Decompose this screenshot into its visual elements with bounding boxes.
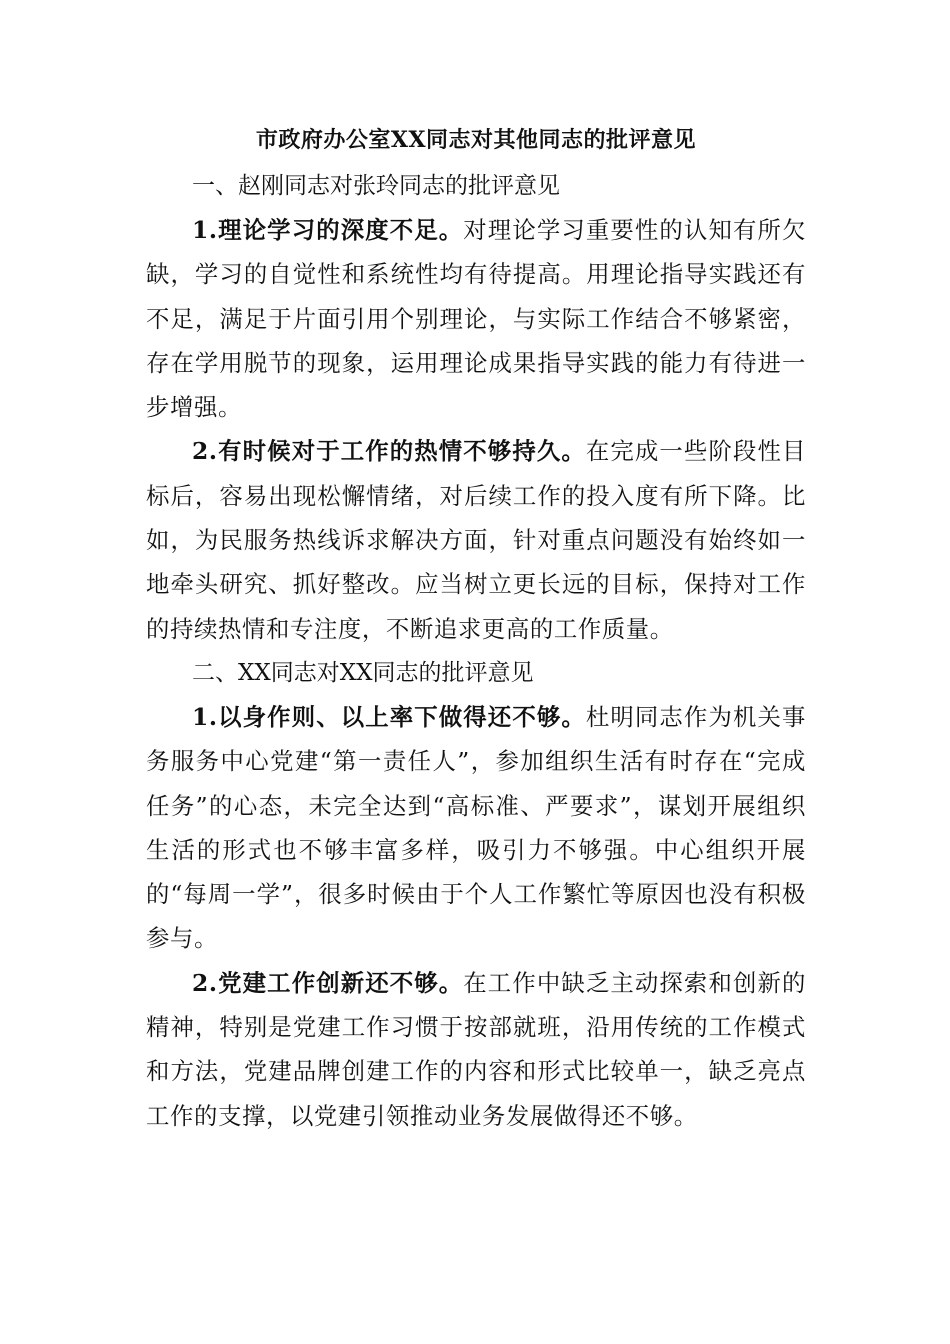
paragraph-text: 对理论学习重要性的认知有所欠缺，学习的自觉性和系统性均有待提高。用理论指导实践还有不足，满足于片面引用个别理论，与实际工作结合不够紧密，存在学用脱节的现象，运用理论成果指导实践的能力有待进一步增强。 — [146, 216, 806, 422]
paragraph-lead: 2.有时候对于工作的热情不够持久。 — [192, 437, 586, 466]
paragraph — [146, 695, 806, 961]
section-2 — [146, 651, 806, 1138]
paragraph — [146, 961, 806, 1138]
paragraph-text: 在完成一些阶段性目标后，容易出现松懈情绪，对后续工作的投入度有所下降。比如，为民服务热线诉求解决方面，针对重点问题没有始终如一地牵头研究、抓好整改。应当树立更长远的目标，保持对工作的持续热情和专注度，不断追求更高的工作质量。 — [146, 437, 806, 643]
paragraph-text: 在工作中缺乏主动探索和创新的精神，特别是党建工作习惯于按部就班，沿用传统的工作模式和方法，党建品牌创建工作的内容和形式比较单一，缺乏亮点工作的支撑，以党建引领推动业务发展做得还不够。 — [146, 968, 806, 1130]
document-page — [146, 118, 806, 1138]
paragraph-lead: 1.以身作则、以上率下做得还不够。 — [192, 702, 586, 731]
paragraph — [146, 208, 806, 429]
section-heading: 二、XX同志对XX同志的批评意见 — [192, 659, 534, 686]
section-heading: 一、赵刚同志对张玲同志的批评意见 — [192, 173, 560, 199]
document-title: 市政府办公室XX同志对其他同志的批评意见 — [255, 127, 697, 153]
paragraph — [146, 429, 806, 650]
paragraph-lead: 2.党建工作创新还不够。 — [192, 968, 464, 997]
section-1 — [146, 164, 806, 651]
paragraph-text: 杜明同志作为机关事务服务中心党建“第一责任人”，参加组织生活有时存在“完成任务”的心态，未完全达到“高标准、严要求”，谋划开展组织生活的形式也不够丰富多样，吸引力不够强。中心组织开展的“每周一学”，很多时候由于个人工作繁忙等原因也没有积极参与。 — [146, 702, 806, 953]
paragraph-lead: 1.理论学习的深度不足。 — [192, 216, 464, 244]
